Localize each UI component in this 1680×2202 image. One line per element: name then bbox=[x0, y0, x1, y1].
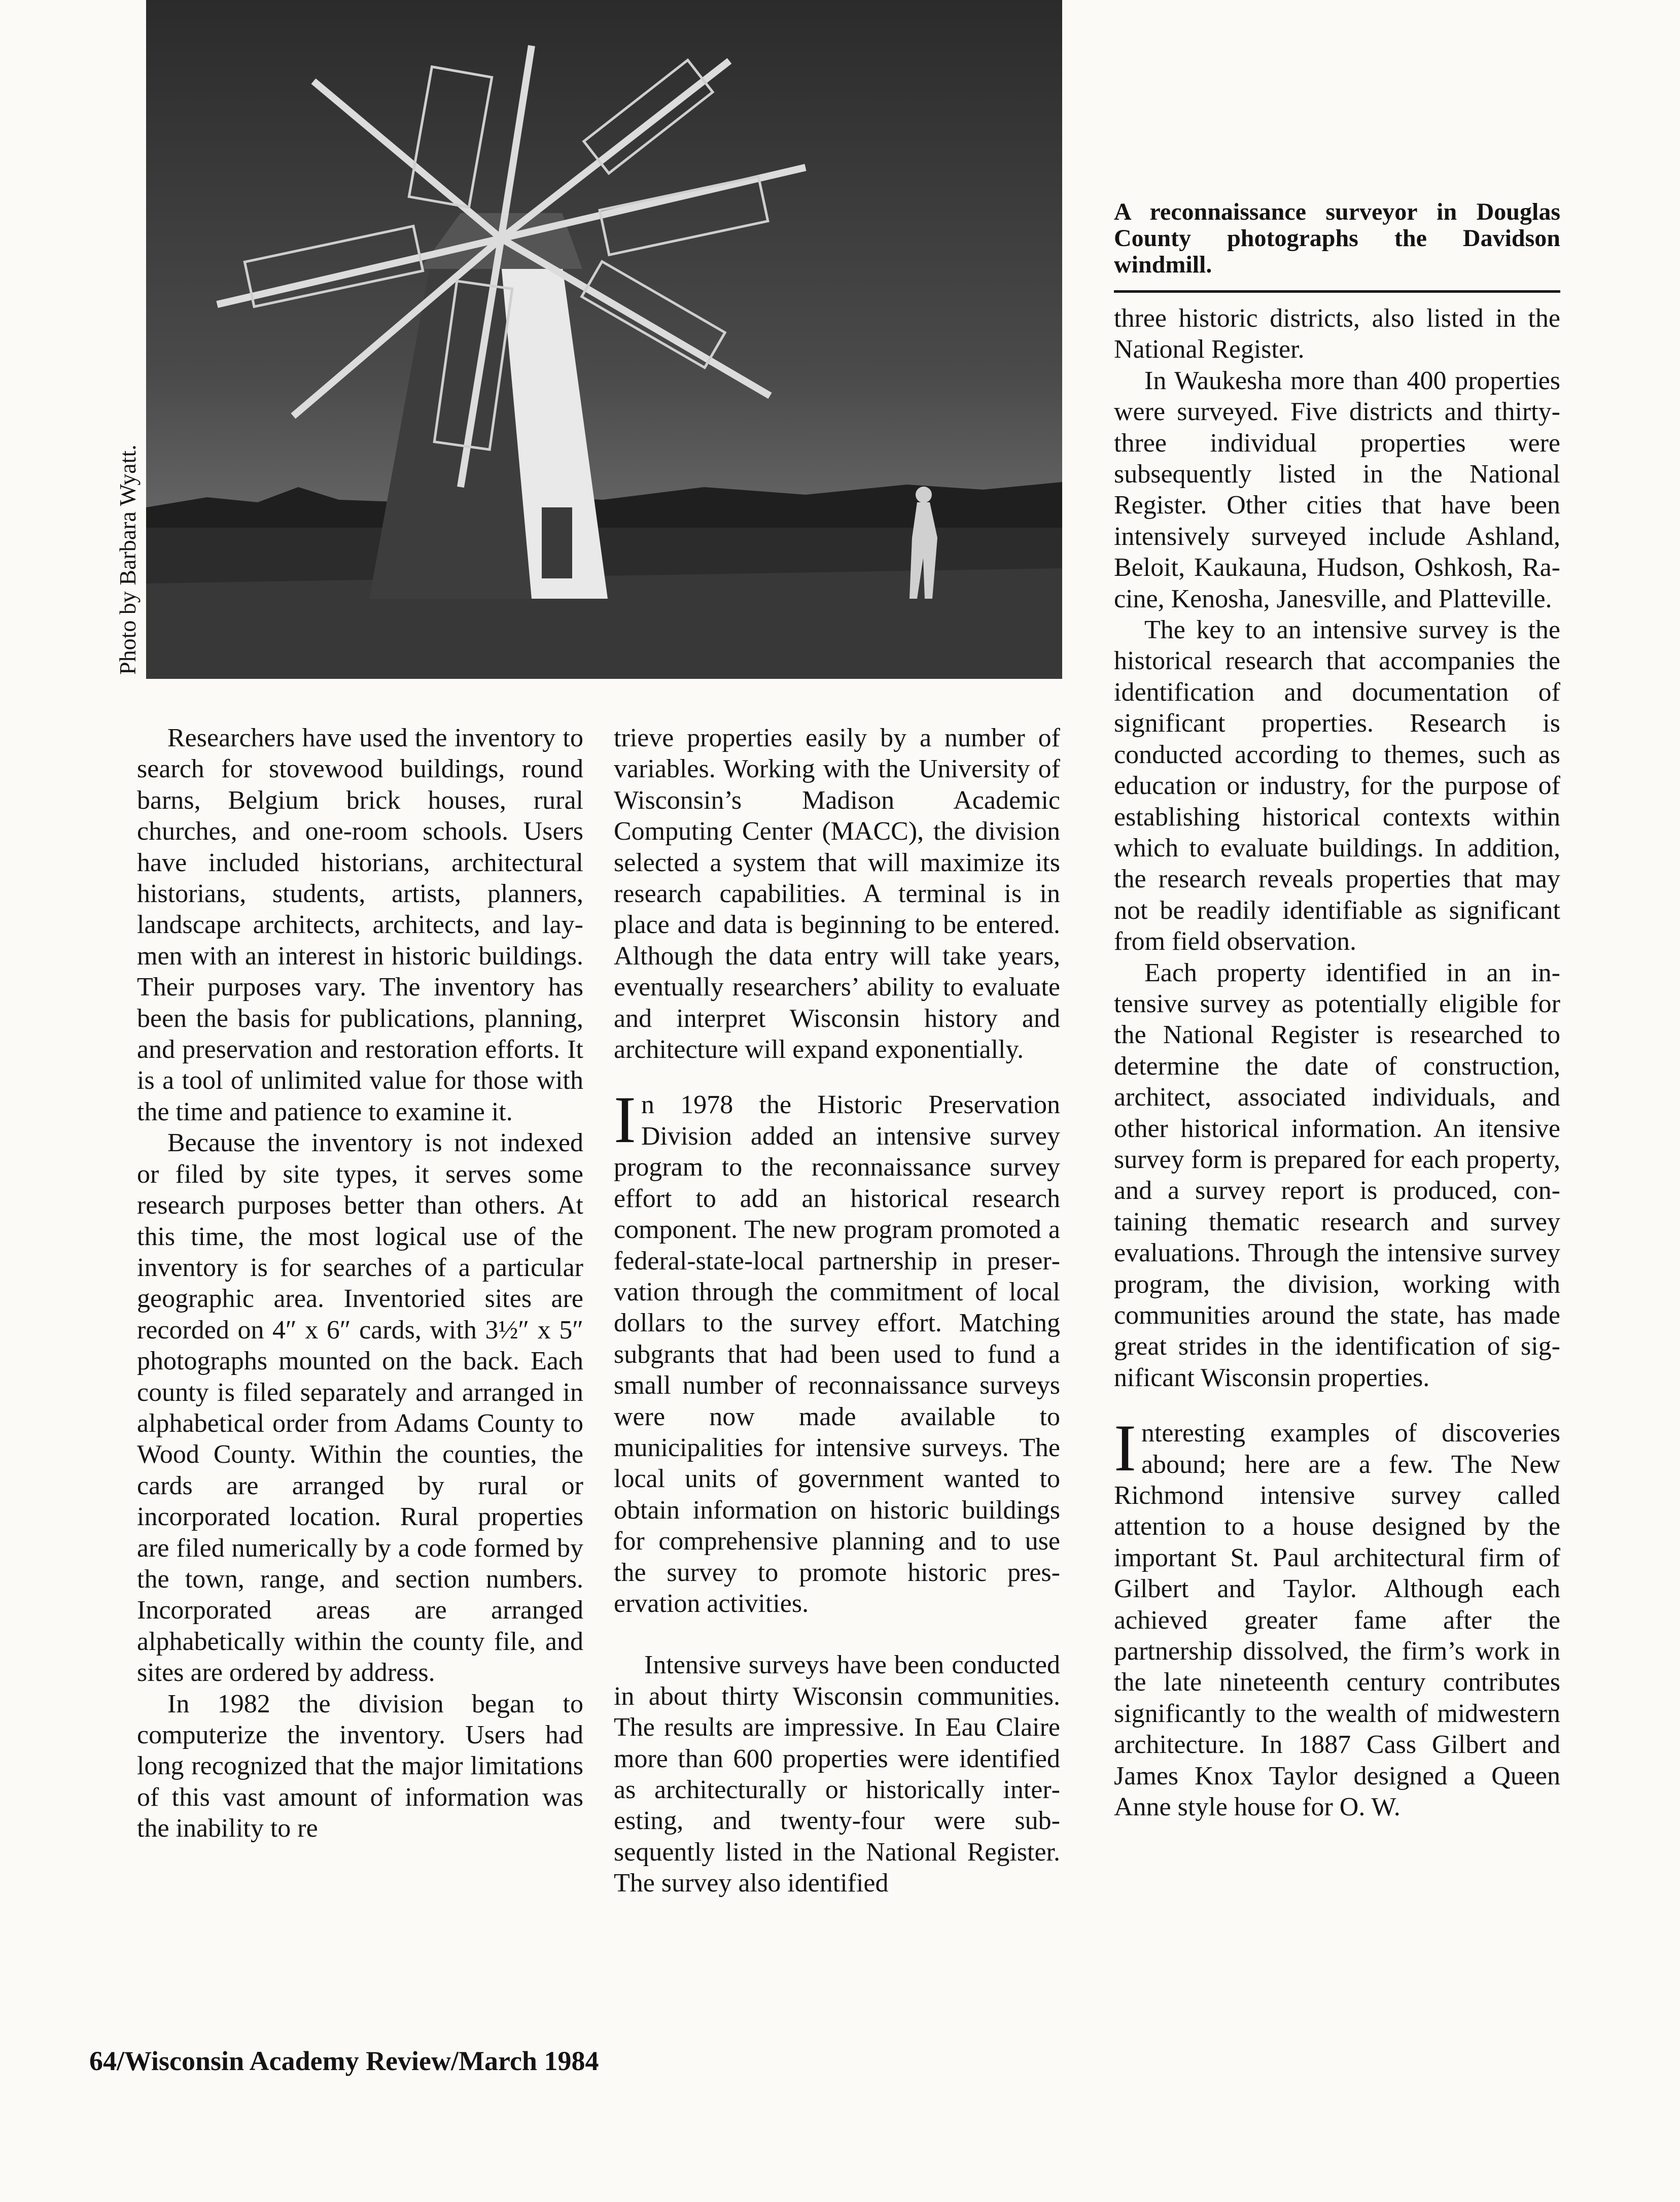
paragraph: The key to an intensive survey is the historical research that accompanies the identification and documentation of significant properties. Research is conducted according to themes, such as education or industry, for the purpose of establishing historical contexts within which to evaluate buildings. In addition, the research reveals properties that may not be readily identifiable as significant from field observation. bbox=[1114, 615, 1560, 956]
paragraph-with-initial bbox=[1114, 1410, 1560, 1822]
paragraph-text: nteresting examples of discoveries abound; here are a few. The New Richmond intensive survey called attention to a house designed by the important St. Paul architectural firm of Gilbert and Taylor. Although each achieved greater fame after the partnership dissolved, the firm’s work in the late nineteenth century contributes significantly to the wealth of midwestern architecture. In 1887 Cass Gilbert and James Knox Taylor designed a Queen Anne style house for O. W. bbox=[1114, 1419, 1560, 1822]
article-column-left bbox=[137, 722, 583, 1844]
windmill-door bbox=[542, 507, 572, 578]
photo-credit: Photo by Barbara Wyatt. bbox=[115, 444, 141, 675]
windmill-illustration bbox=[146, 0, 1062, 679]
article-column-right bbox=[1114, 303, 1560, 1823]
paragraph: Each property identified in an intensive survey as potentially eligible for the National Register is researched to determine the date of construction, architect, associated individuals, and other historical information. An itensive survey form is prepared for each property, and a survey report is produced, containing thematic research and survey evaluations. Through the intensive survey program, the division, working with communities around the state, has made great strides in the identification of significant Wisconsin properties. bbox=[1114, 958, 1560, 1392]
paragraph: In 1982 the division began to computerize the inventory. Users had long recognized that the major limitations of this vast amount of information was the inability to re bbox=[137, 1689, 583, 1843]
page-footer: 64/Wisconsin Academy Review/March 1984 bbox=[89, 2046, 599, 2076]
windmill-photo bbox=[146, 0, 1062, 679]
paragraph: trieve properties easily by a number of variables. Working with the University of Wisconsin’s Madison Academic Computing Center (MACC), the division selected a system that will maximize its research capabilities. A terminal is in place and data is beginning to be entered. Although the data entry will take years, eventually researchers’ ability to evaluate and interpret Wisconsin history and architecture will expand exponentially. bbox=[614, 724, 1060, 1064]
paragraph-with-initial bbox=[614, 1082, 1060, 1619]
paragraph: In Waukesha more than 400 properties were surveyed. Five districts and thirty-three individual properties were subsequently listed in the National Register. Other cities that have been intensively surveyed include Ashland, Beloit, Kaukauna, Hudson, Oshkosh, Racine, Kenosha, Janesville, and Platteville. bbox=[1114, 366, 1560, 613]
paragraph-text: n 1978 the Historic Preservation Division added an intensive survey program to the reconnaissance survey effort to add an historical research component. The new program promoted a federal-state-local partnership in preservation through the commitment of local dollars to the survey effort. Matching subgrants that had been used to fund a small number of reconnaissance surveys were now made available to municipalities for intensive surveys. The local units of government wanted to obtain information on historic buildings for comprehensive planning and to use the survey to promote historic preservation activities. bbox=[614, 1090, 1060, 1618]
drop-cap: I bbox=[614, 1082, 636, 1157]
drop-cap: I bbox=[1114, 1410, 1136, 1486]
paragraph: three historic districts, also listed in the National Register. bbox=[1114, 304, 1560, 364]
paragraph: Researchers have used the inventory to search for stovewood buildings, round barns, Belgium brick houses, rural churches, and one-room schools. Users have included historians, architectural historians, students, artists, planners, landscape architects, architects, and laymen with an interest in historic buildings. Their purposes vary. The inventory has been the basis for publications, planning, and preservation and restoration efforts. It is a tool of unlimited value for those with the time and patience to examine it. bbox=[137, 724, 583, 1126]
surveyor-head bbox=[916, 487, 932, 503]
article-column-middle bbox=[614, 722, 1060, 1899]
photo-caption: A reconnaissance surveyor in Douglas County photographs the Davidson windmill. bbox=[1114, 198, 1560, 278]
paragraph: Because the inventory is not indexed or filed by site types, it serves some research purposes better than others. At this time, the most logical use of the inventory is for searches of a particular geographic area. Inventoried sites are recorded on 4″ x 6″ cards, with 3½″ x 5″ photographs mounted on the back. Each county is filed separately and arranged in alphabetical order from Adams County to Wood County. Within the counties, the cards are arranged by rural or incorporated location. Rural properties are filed numerically by a code formed by the town, range, and section numbers. Incorporated areas are arranged alphabetically within the county file, and sites are ordered by address. bbox=[137, 1128, 583, 1688]
paragraph: Intensive surveys have been conducted in about thirty Wisconsin communities. The results are impressive. In Eau Claire more than 600 properties were identified as architecturally or historically interesting, and twenty-four were subsequently listed in the National Register. The survey also identified bbox=[614, 1650, 1060, 1898]
caption-divider bbox=[1114, 290, 1560, 293]
